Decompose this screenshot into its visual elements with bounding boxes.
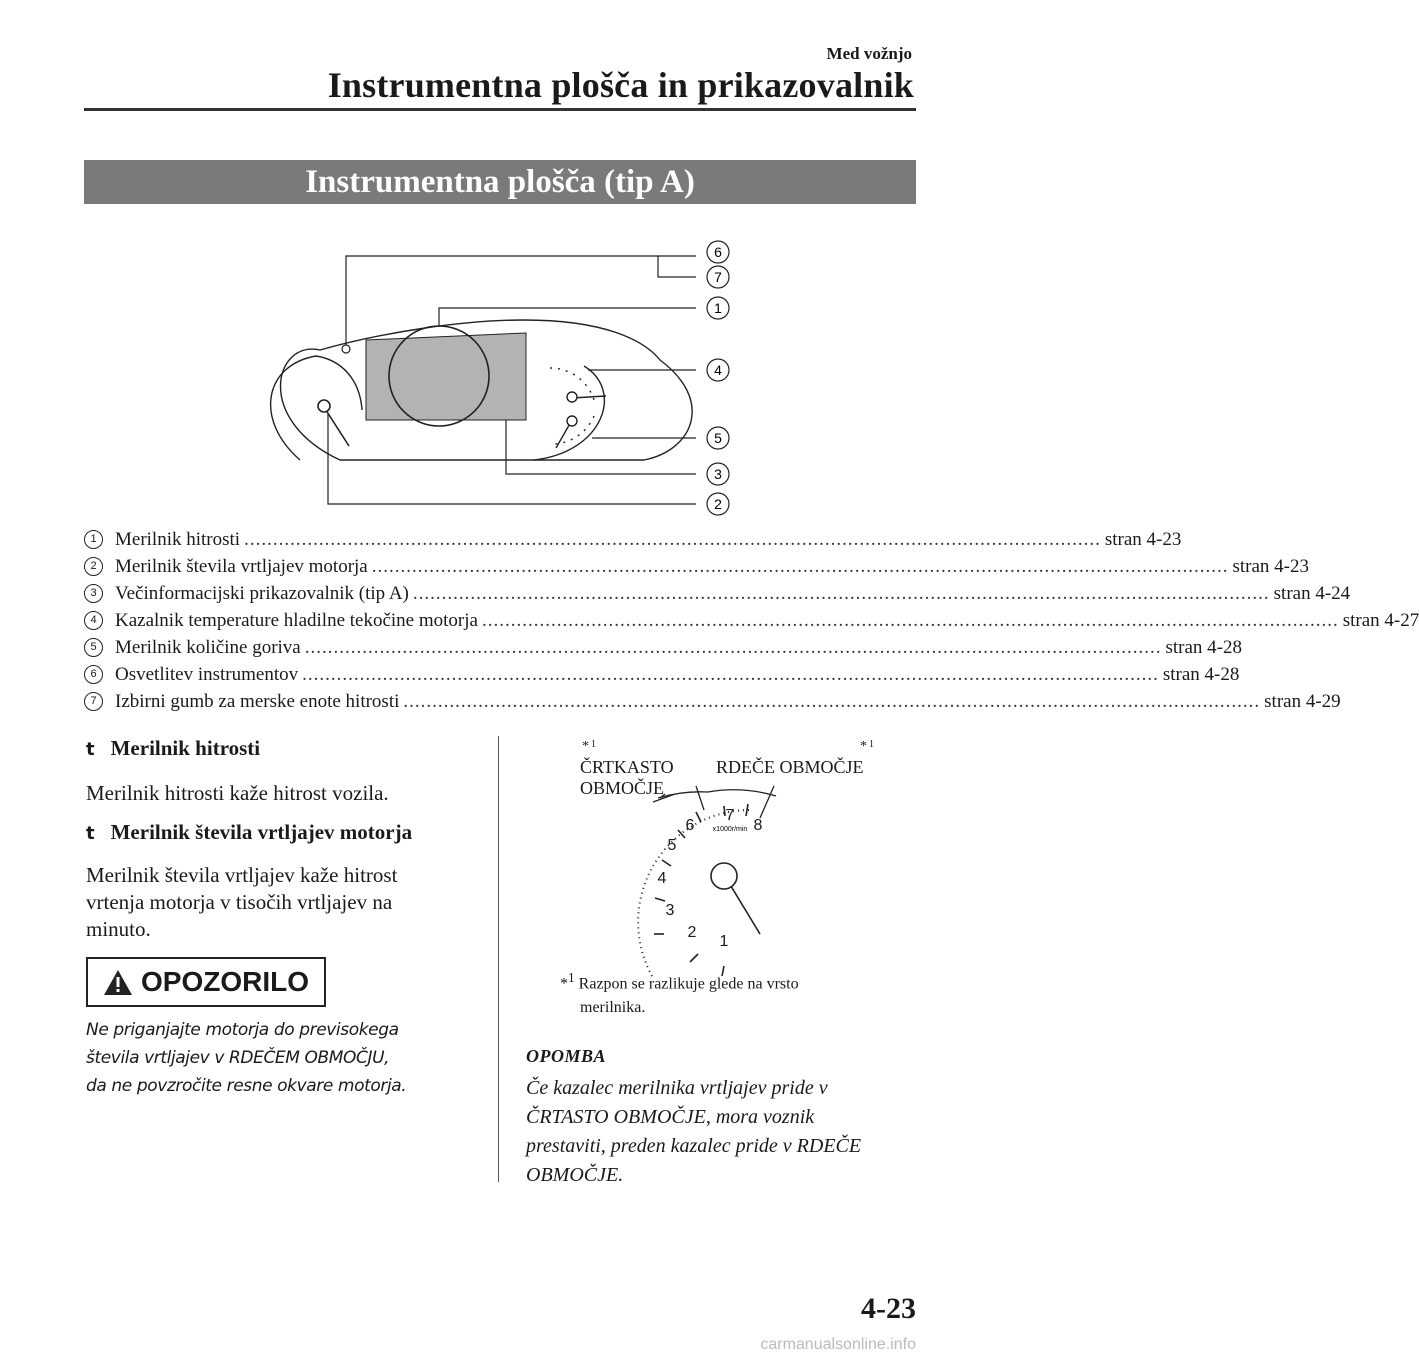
- index-number: 2: [84, 557, 103, 576]
- svg-text:7: 7: [714, 269, 722, 285]
- warning-label: OPOZORILO: [141, 966, 309, 997]
- index-label: Večinformacijski prikazovalnik (tip A): [115, 582, 409, 604]
- note-text: Če kazalec merilnika vrtljajev pride v ČRTASTO OBMOČJE, mora voznik prestaviti, preden kazalec pride v RDEČE OBMOČJE.: [526, 1077, 862, 1186]
- index-page-ref: stran 4-23: [1232, 555, 1310, 577]
- index-label: Izbirni gumb za merske enote hitrosti: [115, 690, 400, 712]
- note-title: OPOMBA: [526, 1046, 607, 1066]
- component-index: [84, 526, 1419, 715]
- tachometer-needle: [711, 863, 760, 934]
- index-number: 3: [84, 584, 103, 603]
- warning-text: Ne priganjajte motorja do previsokega števila vrtljajev v RDEČEM OBMOČJU, da ne povzročite resne okvare motorja.: [86, 1020, 407, 1096]
- right-gauge-ring: [534, 366, 604, 460]
- index-page-ref: stran 4-24: [1273, 582, 1351, 604]
- header-chapter-title: Instrumentna plošča in prikazovalnik: [327, 65, 914, 105]
- rpm-number-4: 4: [657, 870, 667, 887]
- illumination-sensor: [342, 345, 350, 353]
- rpm-number-1: 1: [719, 933, 729, 950]
- index-page-ref: stran 4-28: [1162, 663, 1240, 685]
- dashed-zone-label-2: OBMOČJE: [580, 778, 665, 798]
- rpm-number-5: 5: [667, 837, 677, 854]
- page-number: 4-23: [861, 1292, 916, 1325]
- callout-5: [707, 427, 729, 449]
- callout-3: [707, 463, 729, 485]
- index-row: 4 Kazalnik temperature hladilne tekočine motorja ..................................................................................................................................................... stran 4-27: [84, 607, 916, 634]
- dashed-zone-label: ČRTKASTO: [580, 757, 674, 777]
- index-label: Merilnik števila vrtljajev motorja: [115, 555, 368, 577]
- index-page-ref: stran 4-27: [1342, 609, 1419, 631]
- rpm-number-8: 8: [753, 817, 763, 834]
- index-page-ref: stran 4-28: [1165, 636, 1242, 658]
- rpm-number-6: 6: [685, 817, 695, 834]
- footnote: *$^1$ Razpon se razlikuje glede na vrsto merilnika.: [560, 970, 799, 1017]
- index-number: 7: [84, 692, 103, 711]
- section-bullet: t: [86, 739, 95, 760]
- callout-4: [707, 359, 729, 381]
- index-label: Merilnik količine goriva: [115, 636, 301, 658]
- index-number: 5: [84, 638, 103, 657]
- index-label: Osvetlitev instrumentov: [115, 663, 299, 685]
- rpm-number-3: 3: [665, 902, 675, 919]
- section-bullet: t: [86, 823, 95, 844]
- rpm-number-7: 7: [725, 807, 735, 824]
- rpm-unit-label: x1000r/min: [712, 826, 748, 833]
- warning-box: [86, 957, 326, 1007]
- index-row: 6 Osvetlitev instrumentov ..................................................................................................................................................... stran 4-28: [84, 661, 916, 688]
- index-label: Kazalnik temperature hladilne tekočine motorja: [115, 609, 478, 631]
- tachometer-text: Merilnik števila vrtljajev kaže hitrost vrtenja motorja v tisočih vrtljajev na minuto.: [86, 863, 398, 941]
- svg-text:1: 1: [869, 739, 874, 750]
- index-number: 6: [84, 665, 103, 684]
- index-row: 5 Merilnik količine goriva ..................................................................................................................................................... stran 4-28: [84, 634, 916, 661]
- index-row: 3 Večinformacijski prikazovalnik (tip A) ..................................................................................................................................................... stran 4-24: [84, 580, 916, 607]
- tachometer-heading: [86, 820, 412, 845]
- index-page-ref: stran 4-23: [1104, 528, 1182, 550]
- speedometer-needle: [318, 400, 349, 446]
- svg-text:6: 6: [714, 244, 722, 260]
- svg-text:1: 1: [714, 300, 722, 316]
- index-page-ref: stran 4-29: [1264, 690, 1341, 712]
- index-label: Merilnik hitrosti: [115, 528, 241, 550]
- callout-7: [707, 266, 729, 288]
- svg-text:2: 2: [714, 496, 722, 512]
- index-number: 4: [84, 611, 103, 630]
- index-row: 2 Merilnik števila vrtljajev motorja ..................................................................................................................................................... stran 4-23: [84, 553, 916, 580]
- callout-6: [707, 241, 729, 263]
- instrument-cluster-diagram: [84, 220, 916, 520]
- column-divider: [498, 736, 499, 1182]
- svg-text:4: 4: [714, 362, 722, 378]
- index-row: 1 Merilnik hitrosti ..................................................................................................................................................... stran 4-23: [84, 526, 916, 553]
- index-number: 1: [84, 530, 103, 549]
- svg-text:*: *: [582, 739, 589, 754]
- tachometer-title: Merilnik števila vrtljajev motorja: [110, 820, 413, 844]
- fuel-gauge: [554, 416, 594, 448]
- header-rule: [84, 108, 916, 111]
- temp-gauge: [550, 368, 606, 402]
- svg-text:*: *: [860, 739, 867, 754]
- multi-info-display: [366, 333, 526, 420]
- svg-text:5: 5: [714, 430, 722, 446]
- watermark: carmanualsonline.info: [760, 1336, 916, 1353]
- rpm-number-2: 2: [687, 924, 697, 941]
- speedometer-text: Merilnik hitrosti kaže hitrost vozila.: [86, 781, 389, 805]
- header-section: Med vožnjo: [826, 44, 912, 63]
- callout-2: [707, 493, 729, 515]
- warning-triangle-icon: [103, 969, 133, 996]
- section-banner: Instrumentna plošča (tip A): [84, 160, 916, 204]
- svg-text:1: 1: [591, 739, 596, 750]
- red-zone-label: RDEČE OBMOČJE: [716, 757, 864, 777]
- index-row: 7 Izbirni gumb za merske enote hitrosti ..................................................................................................................................................... stran 4-29: [84, 688, 916, 715]
- speedometer-heading: [86, 736, 260, 761]
- speedometer-title: Merilnik hitrosti: [110, 736, 261, 760]
- svg-text:3: 3: [714, 466, 722, 482]
- tachometer-zone-diagram: [520, 738, 920, 988]
- callout-1: [707, 297, 729, 319]
